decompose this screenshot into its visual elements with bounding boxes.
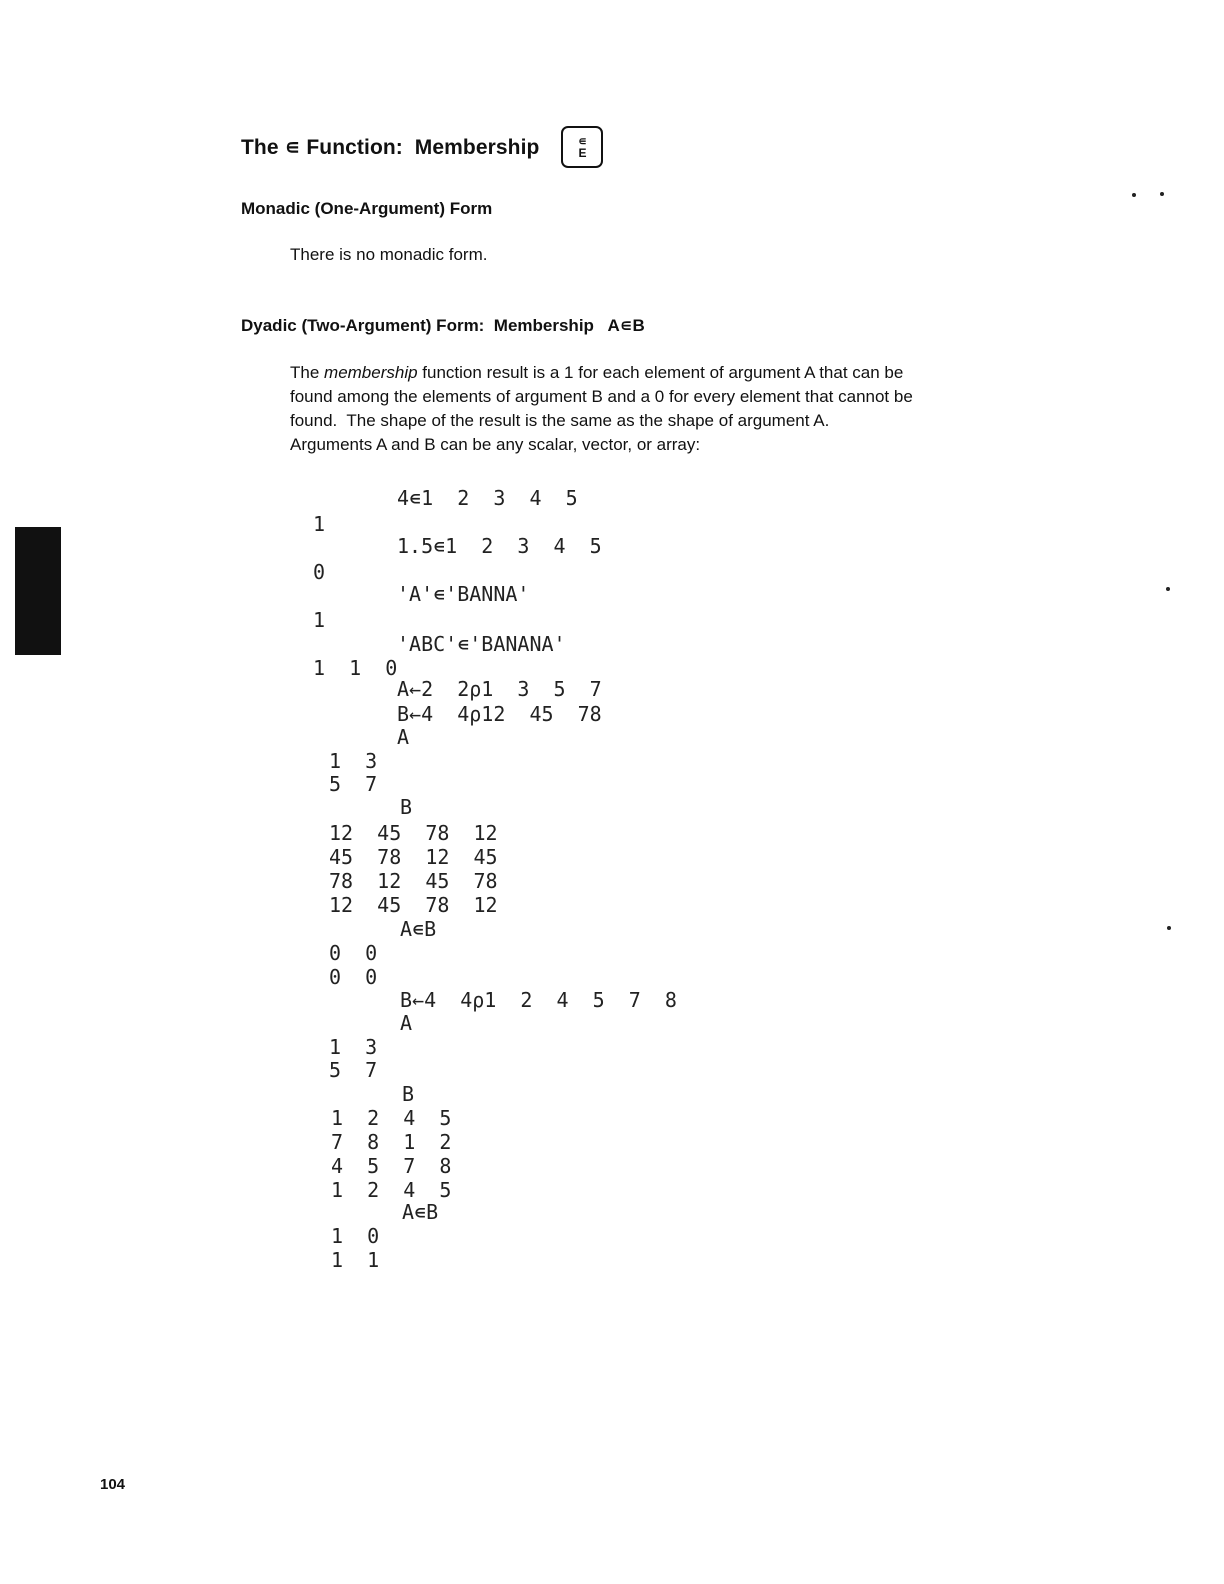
- monadic-heading: Monadic (One-Argument) Form: [241, 199, 493, 218]
- margin-tab-bar: [15, 527, 61, 655]
- key-top-glyph: ∊: [577, 134, 587, 148]
- dyadic-paragraph-line-2: found among the elements of argument B and a 0 for every element that cannot be: [290, 387, 913, 406]
- session-output: 7 8 1 2: [331, 1130, 452, 1154]
- session-output: 5 7: [329, 772, 378, 796]
- dyadic-paragraph-line-3: found. The shape of the result is the same as the shape of argument A.: [290, 411, 830, 430]
- session-output: 78 12 45 78: [329, 869, 498, 893]
- session-output: 1 0: [331, 1224, 380, 1248]
- session-input: A∊B: [402, 1200, 439, 1224]
- scan-speck: [1132, 193, 1136, 197]
- session-output: 0 0: [329, 965, 378, 989]
- session-input: A←2 2ρ1 3 5 7: [397, 677, 602, 701]
- dyadic-heading: Dyadic (Two-Argument) Form: Membership A∊B: [241, 316, 645, 335]
- scan-speck: [1160, 192, 1164, 196]
- session-input: 'ABC'∊'BANANA': [397, 632, 566, 656]
- session-input: B: [400, 795, 413, 819]
- session-output: 1: [313, 608, 326, 632]
- session-output: 12 45 78 12: [329, 893, 498, 917]
- page-title: The ∊ Function: Membership: [241, 135, 540, 159]
- session-input: 'A'∊'BANNA': [397, 582, 530, 606]
- session-input: B←4 4ρ12 45 78: [397, 702, 602, 726]
- session-input: B: [402, 1082, 415, 1106]
- session-output: 0: [313, 560, 326, 584]
- monadic-text: There is no monadic form.: [290, 245, 488, 264]
- intro-rest: function result is a 1 for each element of argument A that can be: [417, 363, 904, 382]
- session-input: 4∊1 2 3 4 5: [397, 486, 578, 510]
- session-output: 45 78 12 45: [329, 845, 498, 869]
- session-output: 1 2 4 5: [331, 1178, 452, 1202]
- session-output: 1 1: [331, 1248, 380, 1272]
- scan-speck: [1167, 926, 1171, 930]
- session-input: B←4 4ρ1 2 4 5 7 8: [400, 988, 677, 1012]
- key-bottom-glyph: E: [578, 146, 587, 160]
- session-output: 12 45 78 12: [329, 821, 498, 845]
- session-input: A: [400, 1011, 413, 1035]
- page-number: 104: [100, 1476, 126, 1493]
- intro-the: The: [290, 363, 325, 382]
- session-output: 0 0: [329, 941, 378, 965]
- session-output: 1 3: [329, 1035, 378, 1059]
- session-input: 1.5∊1 2 3 4 5: [397, 534, 602, 558]
- session-output: 1: [313, 512, 326, 536]
- dyadic-paragraph-line-4: Arguments A and B can be any scalar, vector, or array:: [290, 435, 701, 454]
- session-output: 4 5 7 8: [331, 1154, 452, 1178]
- session-output: 5 7: [329, 1058, 378, 1082]
- membership-term: membership: [324, 363, 418, 382]
- session-output: 1 2 4 5: [331, 1106, 452, 1130]
- session-output: 1 3: [329, 749, 378, 773]
- session-input: A∊B: [400, 917, 437, 941]
- session-input: A: [397, 725, 410, 749]
- session-output: 1 1 0: [313, 656, 398, 680]
- scan-speck: [1166, 587, 1170, 591]
